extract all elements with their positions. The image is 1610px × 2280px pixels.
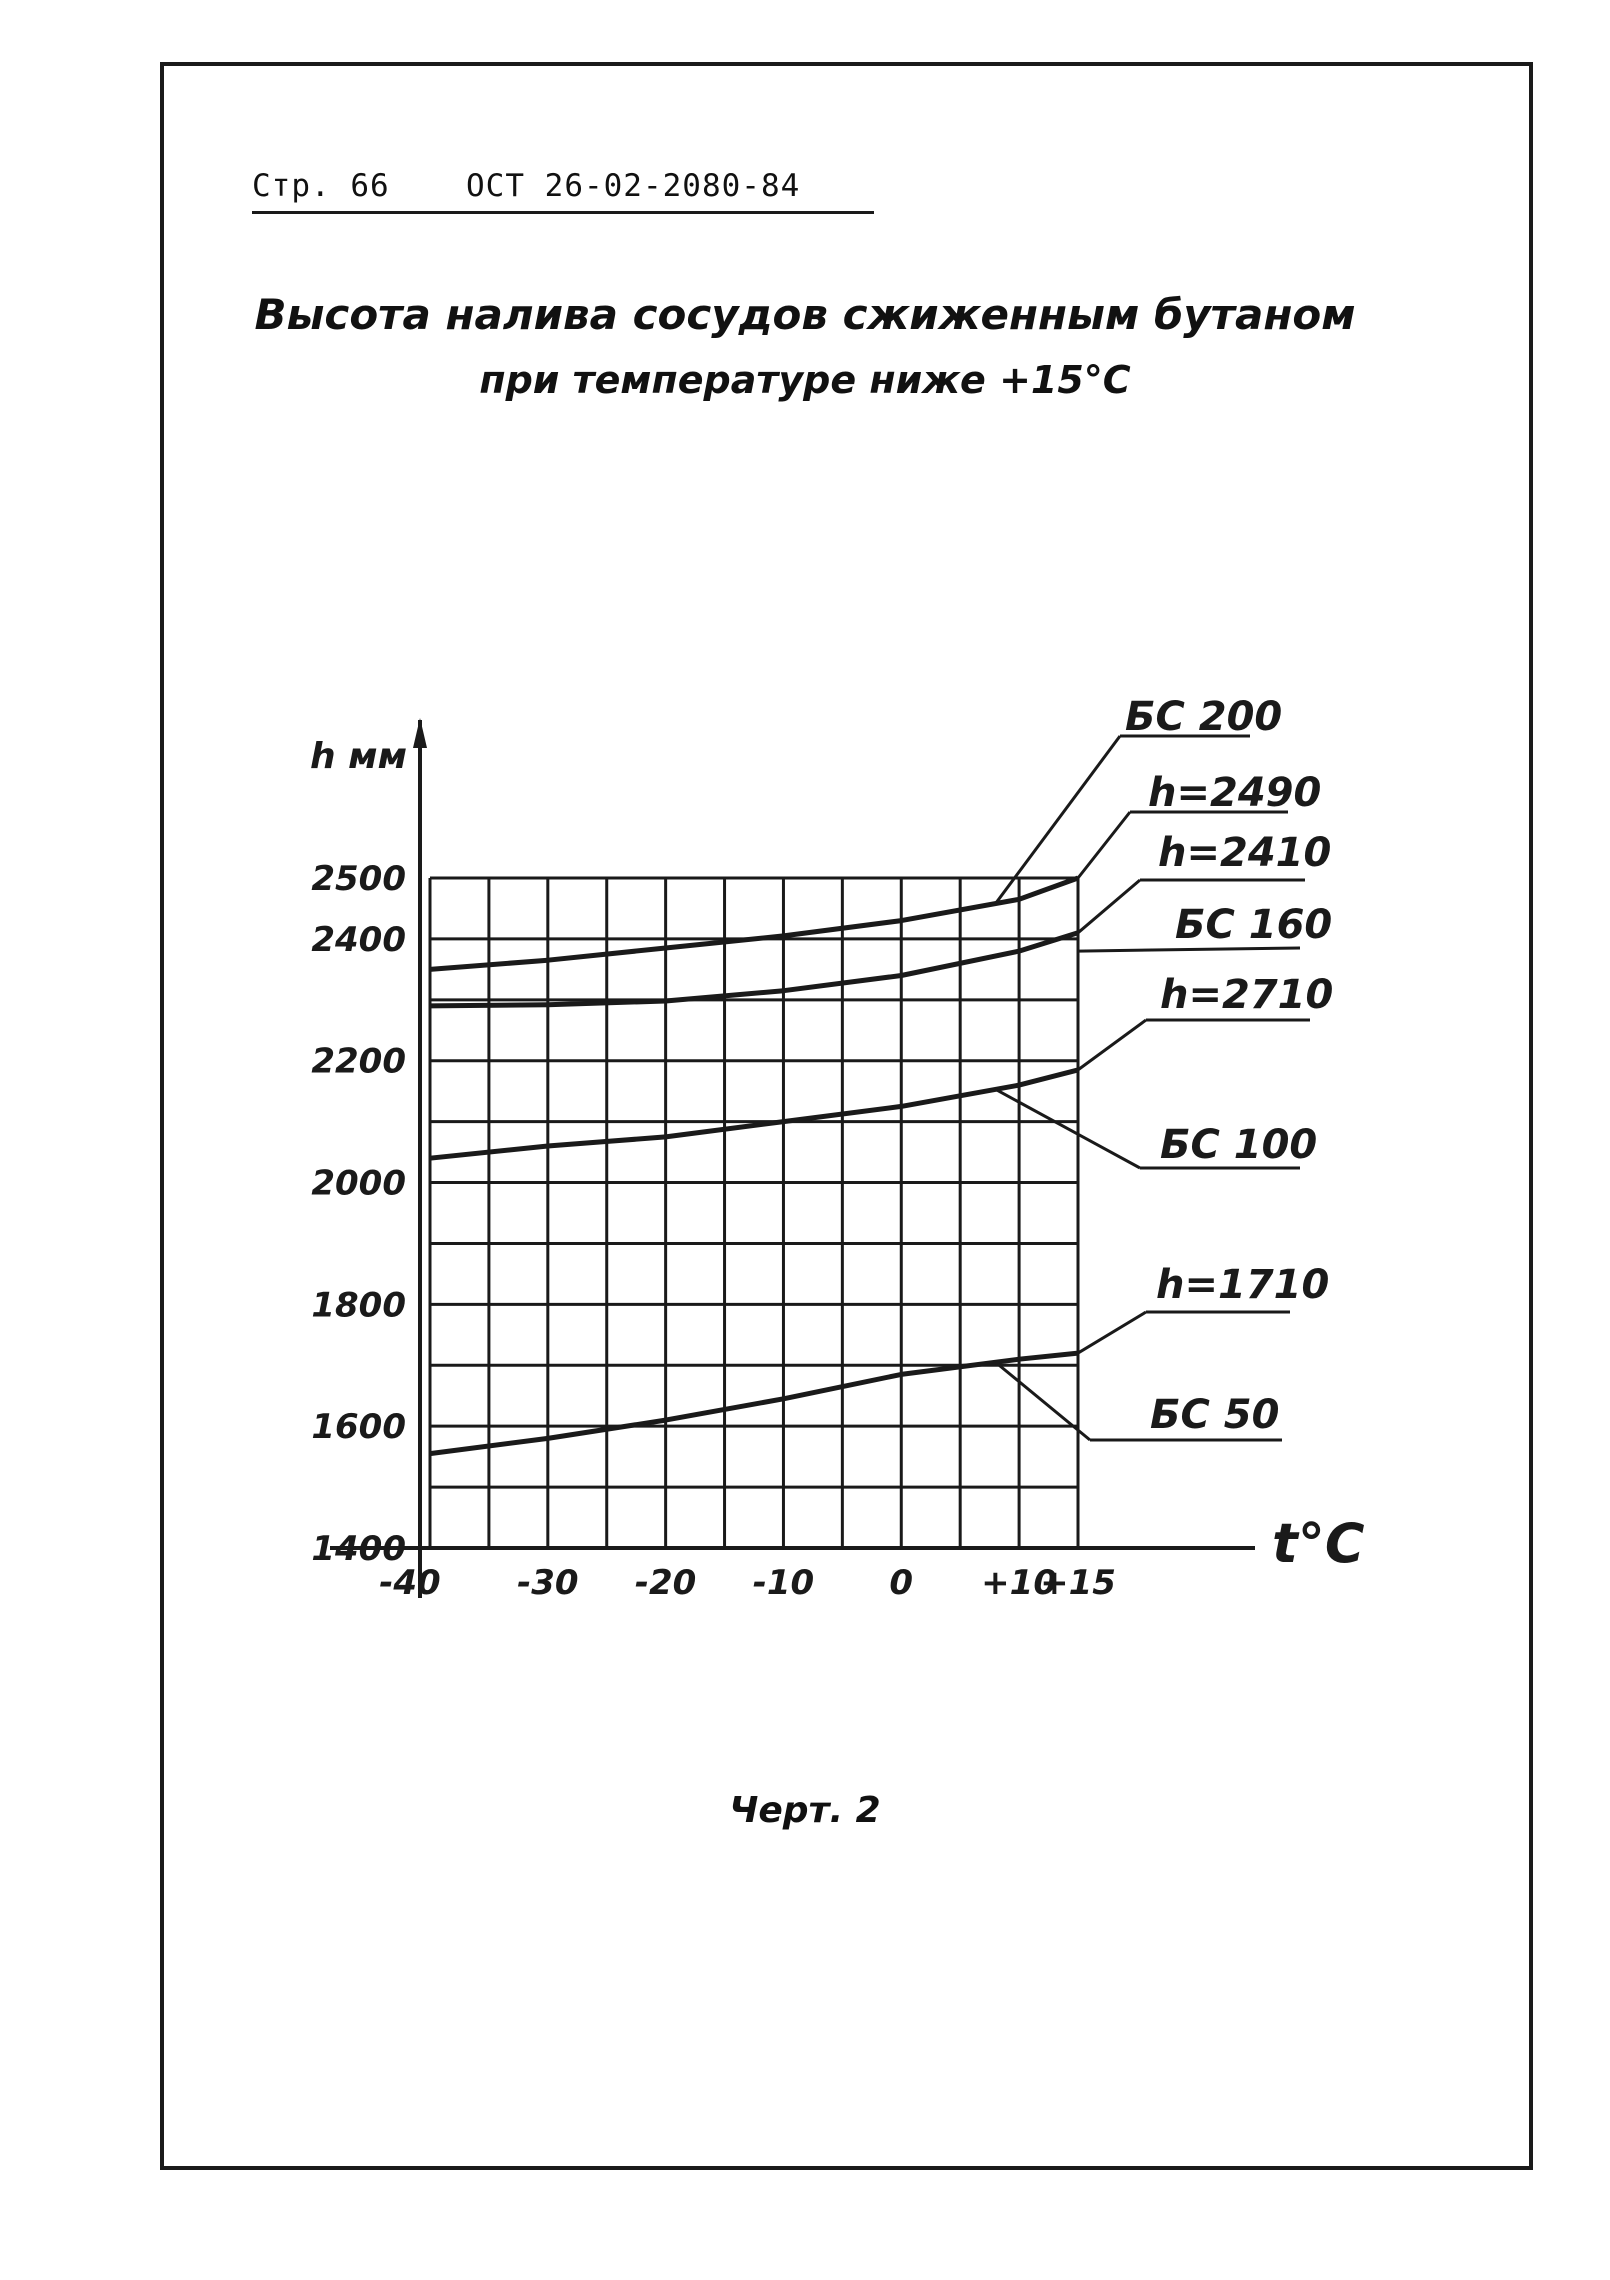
leader-line — [1078, 1312, 1146, 1353]
series-height-label: h=2710 — [1160, 972, 1334, 1018]
series-line — [430, 1070, 1078, 1158]
series-height-label: h=2490 — [1148, 770, 1322, 816]
leader-line — [996, 1362, 1090, 1440]
y-tick-label: 2000 — [311, 1163, 406, 1204]
y-tick-label: 2500 — [311, 859, 406, 899]
page-number: Стр. 66 — [252, 168, 390, 204]
x-axis-title: t°С — [1272, 1512, 1365, 1575]
x-tick-label: -10 — [752, 1563, 815, 1603]
series-line — [430, 933, 1078, 1006]
chart-title-line1: Высота налива сосудов сжиженным бутаном — [254, 290, 1356, 339]
x-tick-label: +15 — [1040, 1563, 1116, 1603]
y-axis-arrow — [413, 718, 427, 748]
series-name-label: БС 100 — [1160, 1122, 1318, 1168]
figure-caption: Черт. 2 — [729, 1790, 881, 1831]
x-tick-label: -20 — [634, 1563, 697, 1603]
series-height-label: h=2410 — [1158, 830, 1332, 876]
x-tick-label: +10 — [981, 1563, 1057, 1603]
series-height-label: h=1710 — [1156, 1262, 1330, 1308]
y-tick-label: 1400 — [311, 1529, 406, 1569]
y-tick-label: 1600 — [311, 1407, 406, 1448]
y-tick-label: 2400 — [311, 919, 406, 960]
series-name-label: БС 160 — [1175, 902, 1333, 948]
standard-number: ОСТ 26-02-2080-84 — [466, 168, 801, 204]
y-axis-title: h мм — [310, 736, 408, 777]
leader-line — [1078, 812, 1130, 878]
chart-title-line2: при температуре ниже +15°С — [479, 358, 1131, 402]
leader-line — [1078, 948, 1300, 951]
y-tick-label: 2200 — [311, 1041, 406, 1082]
series-line — [430, 1353, 1078, 1454]
x-tick-label: 0 — [889, 1563, 914, 1603]
x-tick-label: -30 — [517, 1563, 579, 1603]
leader-line — [1078, 1020, 1146, 1070]
x-tick-label: -40 — [379, 1563, 441, 1603]
leader-line — [996, 1089, 1140, 1168]
y-tick-label: 1800 — [311, 1285, 406, 1326]
series-line — [430, 878, 1078, 969]
series-name-label: БС 50 — [1150, 1392, 1280, 1438]
series-name-label: БС 200 — [1125, 694, 1283, 740]
leader-line — [1078, 880, 1140, 933]
